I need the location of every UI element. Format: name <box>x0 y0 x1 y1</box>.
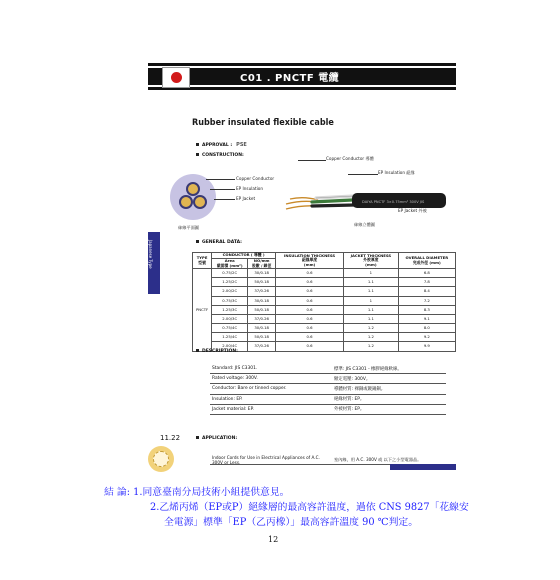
table-row: 2.00/2C 37/0.26 0.6 1.1 8.4 <box>193 287 456 296</box>
photo-label-copper: Copper Conductor 導體 <box>326 156 374 161</box>
conclusion-line-2: 2.乙烯丙烯（EP或P）絕緣層的最高容許溫度，過依 CNS 9827「花線安 <box>150 502 469 513</box>
construction-label: CONSTRUCTION: <box>202 153 244 158</box>
leader-line <box>206 179 235 180</box>
japan-flag-icon <box>162 67 190 88</box>
table-row: PNCTF 0.75/2C 30/0.18 0.6 1 6.8 <box>193 269 456 278</box>
cross-label-ep-jacket: EP Jacket <box>236 196 256 201</box>
description-list <box>210 364 446 415</box>
col-header-diameter: OVERALL DIAMETER 完成外徑 (mm) <box>398 253 455 269</box>
conductor-core <box>179 195 193 209</box>
leader-line <box>298 160 326 161</box>
list-item: Standard: JIS C3301. 標準: JIS C3301 - 橡膠絕緣軟線。 <box>210 364 446 374</box>
col-header-strand: NO/mm 股數 / 線徑 <box>248 258 276 268</box>
side-tab-label: Japanese Type <box>148 240 153 269</box>
col-header-jacket: JACKET THICKNESS 外被厚度 (mm) <box>344 253 399 269</box>
description-row <box>196 349 238 354</box>
catalog-page <box>148 62 456 472</box>
list-item: Jacket material: EP. 外被材質: EP。 <box>210 405 446 415</box>
conclusion-line-3: 全電源」標準「EP（乙丙橡）」最高容許溫度 90 ℃判定。 <box>164 517 419 528</box>
catalog-page-number: 11.22 <box>160 434 181 442</box>
general-data-table <box>192 252 456 352</box>
list-item: Conductor: Bare or tinned copper. 導體材質: 裸銅或鍍錫銅。 <box>210 384 446 394</box>
table-row: 2.00/4C 37/0.26 0.6 1.2 9.9 <box>193 342 456 351</box>
header-title: C01 . PNCTF 電纜 <box>240 73 340 84</box>
approval-row <box>196 142 247 148</box>
application-label: APPLICATION: <box>202 436 238 441</box>
photo-caption: 絲線立體圖 <box>354 222 375 227</box>
page-number: 12 <box>268 535 279 544</box>
bullet-icon <box>196 143 199 146</box>
conductor-core <box>186 182 200 196</box>
photo-label-ep-jacket: EP Jacket 外被 <box>398 208 427 213</box>
photo-label-ep-insulation: EP Insulation 絕緣 <box>378 170 415 175</box>
conductor-core <box>193 195 207 209</box>
conclusion-line-1: 結 論: 1.同意臺南分局技術小組提供意見。 <box>104 487 290 498</box>
col-header-area: Area 截面積 (mm²) <box>212 258 248 268</box>
cross-label-ep-insulation: EP Insulation <box>236 186 263 191</box>
table-row: 0.75/3C 30/0.18 0.6 1 7.2 <box>193 296 456 305</box>
cable-cross-section <box>170 174 216 220</box>
list-item: Insulation: EP. 絕緣材質: EP。 <box>210 395 446 405</box>
application-en: Indoor Cords for Use in Electrical Appliances of A.C. 300V or Less. <box>212 454 320 465</box>
bullet-icon <box>196 240 199 243</box>
general-data-row <box>196 240 242 245</box>
application-zh: 室內線，用 A.C. 300V 或 以下之小型電器品。 <box>334 456 422 462</box>
cross-label-copper: Copper Conductor <box>236 176 275 181</box>
construction-row <box>196 153 244 158</box>
table-row: 1.25/3C 50/0.18 0.6 1.1 8.3 <box>193 305 456 314</box>
list-item: Rated voltage: 300V. 額定電壓: 300V。 <box>210 374 446 384</box>
pse-mark-icon: PSE <box>236 142 247 148</box>
table-row: 1.25/2C 50/0.18 0.6 1.1 7.8 <box>193 278 456 287</box>
application-row <box>196 436 237 441</box>
description-label: DESCRIPTION: <box>202 349 238 354</box>
bullet-icon <box>196 436 199 439</box>
bullet-icon <box>196 349 199 352</box>
svg-text:DAIYA PNCTF 3×0.75mm² 300V JIS: DAIYA PNCTF 3×0.75mm² 300V JIS <box>362 200 425 204</box>
col-header-insulation: INSULATION THICKNESS 絕緣厚度 (mm) <box>276 253 344 269</box>
table-row: 0.75/4C 30/0.18 0.6 1.2 8.0 <box>193 324 456 333</box>
leader-line <box>348 174 378 175</box>
leader-line <box>214 199 235 200</box>
header-bar <box>148 63 456 90</box>
bullet-icon <box>196 153 199 156</box>
table-row: 2.00/3C 37/0.26 0.6 1.1 9.1 <box>193 314 456 323</box>
approval-label: APPROVAL : <box>202 143 233 148</box>
company-seal-icon <box>148 446 174 472</box>
footer-stripe <box>390 464 456 470</box>
cable-title: Rubber insulated flexible cable <box>192 118 334 128</box>
type-cell: PNCTF <box>193 269 212 352</box>
col-header-type: TYPE 型號 <box>193 253 212 269</box>
cross-caption: 絲線平面圖 <box>178 225 199 230</box>
table-row: 1.25/4C 50/0.18 0.6 1.2 9.2 <box>193 333 456 342</box>
col-header-conductor: CONDUCTOR ( 導體 ) <box>212 253 276 259</box>
general-data-label: GENERAL DATA: <box>202 240 242 245</box>
leader-line <box>210 189 235 190</box>
